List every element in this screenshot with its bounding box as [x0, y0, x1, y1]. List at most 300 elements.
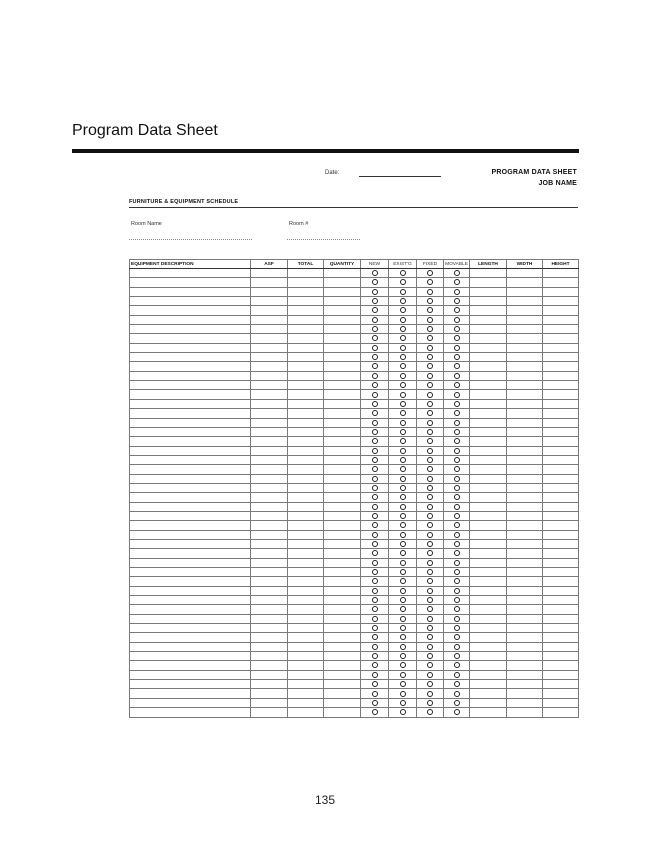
radio-circle-icon[interactable] — [427, 541, 433, 547]
radio-circle-icon[interactable] — [454, 335, 460, 341]
radio-circle-icon[interactable] — [427, 363, 433, 369]
table-cell[interactable] — [543, 306, 579, 315]
radio-circle-icon[interactable] — [372, 691, 378, 697]
table-cell[interactable] — [130, 605, 251, 614]
table-cell[interactable] — [470, 633, 507, 642]
table-cell[interactable] — [288, 297, 324, 306]
radio-circle-icon[interactable] — [454, 616, 460, 622]
table-cell[interactable] — [324, 661, 361, 670]
table-cell[interactable] — [507, 455, 543, 464]
table-cell[interactable] — [324, 474, 361, 483]
table-cell[interactable] — [470, 446, 507, 455]
table-cell[interactable] — [130, 502, 251, 511]
table-cell[interactable] — [251, 465, 288, 474]
table-cell[interactable] — [130, 353, 251, 362]
table-cell[interactable] — [288, 343, 324, 352]
radio-circle-icon[interactable] — [400, 588, 406, 594]
table-cell[interactable] — [470, 642, 507, 651]
radio-circle-icon[interactable] — [372, 550, 378, 556]
table-cell[interactable] — [324, 334, 361, 343]
table-cell[interactable] — [470, 502, 507, 511]
table-cell[interactable] — [543, 642, 579, 651]
radio-circle-icon[interactable] — [400, 532, 406, 538]
table-cell[interactable] — [507, 297, 543, 306]
radio-circle-icon[interactable] — [372, 429, 378, 435]
table-cell[interactable] — [507, 624, 543, 633]
table-cell[interactable] — [543, 708, 579, 717]
table-cell[interactable] — [251, 530, 288, 539]
radio-circle-icon[interactable] — [427, 672, 433, 678]
radio-circle-icon[interactable] — [372, 485, 378, 491]
table-cell[interactable] — [288, 474, 324, 483]
radio-circle-icon[interactable] — [400, 382, 406, 388]
radio-circle-icon[interactable] — [454, 504, 460, 510]
radio-circle-icon[interactable] — [427, 410, 433, 416]
table-cell[interactable] — [324, 689, 361, 698]
radio-circle-icon[interactable] — [454, 625, 460, 631]
radio-circle-icon[interactable] — [427, 588, 433, 594]
table-cell[interactable] — [470, 287, 507, 296]
radio-circle-icon[interactable] — [427, 317, 433, 323]
table-cell[interactable] — [130, 381, 251, 390]
table-cell[interactable] — [251, 577, 288, 586]
table-cell[interactable] — [130, 437, 251, 446]
radio-circle-icon[interactable] — [372, 363, 378, 369]
table-cell[interactable] — [130, 624, 251, 633]
table-cell[interactable] — [130, 596, 251, 605]
table-cell[interactable] — [470, 652, 507, 661]
table-cell[interactable] — [324, 624, 361, 633]
table-cell[interactable] — [543, 493, 579, 502]
table-cell[interactable] — [251, 269, 288, 278]
table-cell[interactable] — [130, 680, 251, 689]
table-cell[interactable] — [251, 670, 288, 679]
radio-circle-icon[interactable] — [427, 307, 433, 313]
table-cell[interactable] — [543, 381, 579, 390]
table-cell[interactable] — [324, 315, 361, 324]
radio-circle-icon[interactable] — [454, 700, 460, 706]
radio-circle-icon[interactable] — [454, 588, 460, 594]
table-cell[interactable] — [543, 269, 579, 278]
table-cell[interactable] — [324, 708, 361, 717]
table-cell[interactable] — [324, 483, 361, 492]
radio-circle-icon[interactable] — [427, 373, 433, 379]
table-cell[interactable] — [288, 568, 324, 577]
table-cell[interactable] — [251, 427, 288, 436]
table-cell[interactable] — [130, 474, 251, 483]
table-cell[interactable] — [288, 698, 324, 707]
table-cell[interactable] — [543, 652, 579, 661]
radio-circle-icon[interactable] — [372, 560, 378, 566]
table-cell[interactable] — [543, 614, 579, 623]
table-cell[interactable] — [543, 325, 579, 334]
table-cell[interactable] — [507, 287, 543, 296]
table-cell[interactable] — [251, 446, 288, 455]
table-cell[interactable] — [543, 670, 579, 679]
table-cell[interactable] — [470, 269, 507, 278]
table-cell[interactable] — [470, 334, 507, 343]
table-cell[interactable] — [288, 511, 324, 520]
table-cell[interactable] — [130, 287, 251, 296]
table-cell[interactable] — [543, 586, 579, 595]
table-cell[interactable] — [288, 269, 324, 278]
table-cell[interactable] — [507, 483, 543, 492]
table-cell[interactable] — [288, 334, 324, 343]
radio-circle-icon[interactable] — [372, 326, 378, 332]
table-cell[interactable] — [543, 539, 579, 548]
radio-circle-icon[interactable] — [400, 662, 406, 668]
table-cell[interactable] — [507, 418, 543, 427]
table-cell[interactable] — [288, 409, 324, 418]
table-cell[interactable] — [324, 437, 361, 446]
table-cell[interactable] — [288, 390, 324, 399]
radio-circle-icon[interactable] — [427, 354, 433, 360]
radio-circle-icon[interactable] — [454, 448, 460, 454]
radio-circle-icon[interactable] — [427, 606, 433, 612]
table-cell[interactable] — [288, 315, 324, 324]
radio-circle-icon[interactable] — [400, 625, 406, 631]
table-cell[interactable] — [324, 381, 361, 390]
table-cell[interactable] — [324, 353, 361, 362]
table-cell[interactable] — [288, 446, 324, 455]
table-cell[interactable] — [470, 381, 507, 390]
radio-circle-icon[interactable] — [372, 625, 378, 631]
table-cell[interactable] — [251, 315, 288, 324]
radio-circle-icon[interactable] — [372, 709, 378, 715]
table-cell[interactable] — [251, 334, 288, 343]
table-cell[interactable] — [324, 586, 361, 595]
table-cell[interactable] — [130, 549, 251, 558]
table-cell[interactable] — [130, 446, 251, 455]
table-cell[interactable] — [251, 325, 288, 334]
radio-circle-icon[interactable] — [400, 476, 406, 482]
table-cell[interactable] — [251, 278, 288, 287]
radio-circle-icon[interactable] — [427, 681, 433, 687]
table-cell[interactable] — [251, 409, 288, 418]
table-cell[interactable] — [324, 418, 361, 427]
table-cell[interactable] — [324, 390, 361, 399]
radio-circle-icon[interactable] — [372, 672, 378, 678]
radio-circle-icon[interactable] — [454, 494, 460, 500]
radio-circle-icon[interactable] — [400, 438, 406, 444]
radio-circle-icon[interactable] — [372, 466, 378, 472]
table-cell[interactable] — [251, 381, 288, 390]
table-cell[interactable] — [324, 558, 361, 567]
radio-circle-icon[interactable] — [372, 279, 378, 285]
radio-circle-icon[interactable] — [427, 392, 433, 398]
table-cell[interactable] — [130, 558, 251, 567]
radio-circle-icon[interactable] — [372, 616, 378, 622]
table-cell[interactable] — [507, 680, 543, 689]
radio-circle-icon[interactable] — [454, 429, 460, 435]
table-cell[interactable] — [324, 670, 361, 679]
table-cell[interactable] — [251, 371, 288, 380]
radio-circle-icon[interactable] — [372, 494, 378, 500]
table-cell[interactable] — [130, 371, 251, 380]
table-cell[interactable] — [507, 409, 543, 418]
table-cell[interactable] — [251, 698, 288, 707]
table-cell[interactable] — [251, 539, 288, 548]
table-cell[interactable] — [288, 381, 324, 390]
radio-circle-icon[interactable] — [454, 578, 460, 584]
radio-circle-icon[interactable] — [400, 653, 406, 659]
table-cell[interactable] — [470, 568, 507, 577]
table-cell[interactable] — [543, 698, 579, 707]
radio-circle-icon[interactable] — [454, 606, 460, 612]
table-cell[interactable] — [288, 549, 324, 558]
table-cell[interactable] — [507, 334, 543, 343]
table-cell[interactable] — [543, 334, 579, 343]
radio-circle-icon[interactable] — [454, 644, 460, 650]
table-cell[interactable] — [543, 633, 579, 642]
table-cell[interactable] — [507, 577, 543, 586]
table-cell[interactable] — [130, 427, 251, 436]
table-cell[interactable] — [507, 614, 543, 623]
table-cell[interactable] — [251, 708, 288, 717]
table-cell[interactable] — [288, 605, 324, 614]
table-cell[interactable] — [130, 586, 251, 595]
table-cell[interactable] — [130, 661, 251, 670]
table-cell[interactable] — [324, 325, 361, 334]
table-cell[interactable] — [324, 343, 361, 352]
table-cell[interactable] — [543, 390, 579, 399]
table-cell[interactable] — [324, 399, 361, 408]
table-cell[interactable] — [288, 278, 324, 287]
date-field[interactable] — [359, 176, 441, 177]
table-cell[interactable] — [251, 399, 288, 408]
table-cell[interactable] — [324, 698, 361, 707]
table-cell[interactable] — [130, 483, 251, 492]
table-cell[interactable] — [130, 577, 251, 586]
radio-circle-icon[interactable] — [454, 438, 460, 444]
table-cell[interactable] — [470, 661, 507, 670]
radio-circle-icon[interactable] — [372, 532, 378, 538]
table-cell[interactable] — [130, 698, 251, 707]
table-cell[interactable] — [251, 502, 288, 511]
radio-circle-icon[interactable] — [400, 429, 406, 435]
table-cell[interactable] — [470, 371, 507, 380]
table-cell[interactable] — [324, 465, 361, 474]
table-cell[interactable] — [251, 586, 288, 595]
table-cell[interactable] — [507, 596, 543, 605]
table-cell[interactable] — [288, 427, 324, 436]
table-cell[interactable] — [507, 474, 543, 483]
radio-circle-icon[interactable] — [454, 691, 460, 697]
table-cell[interactable] — [507, 371, 543, 380]
table-cell[interactable] — [251, 568, 288, 577]
table-cell[interactable] — [507, 399, 543, 408]
table-cell[interactable] — [130, 399, 251, 408]
radio-circle-icon[interactable] — [454, 672, 460, 678]
radio-circle-icon[interactable] — [400, 307, 406, 313]
table-cell[interactable] — [251, 474, 288, 483]
radio-circle-icon[interactable] — [454, 317, 460, 323]
table-cell[interactable] — [251, 437, 288, 446]
table-cell[interactable] — [130, 390, 251, 399]
radio-circle-icon[interactable] — [400, 672, 406, 678]
table-cell[interactable] — [507, 511, 543, 520]
table-cell[interactable] — [130, 511, 251, 520]
table-cell[interactable] — [324, 278, 361, 287]
table-cell[interactable] — [507, 362, 543, 371]
table-cell[interactable] — [324, 633, 361, 642]
radio-circle-icon[interactable] — [400, 363, 406, 369]
table-cell[interactable] — [324, 539, 361, 548]
radio-circle-icon[interactable] — [400, 354, 406, 360]
table-cell[interactable] — [324, 530, 361, 539]
table-cell[interactable] — [288, 708, 324, 717]
table-cell[interactable] — [251, 455, 288, 464]
radio-circle-icon[interactable] — [427, 448, 433, 454]
table-cell[interactable] — [324, 287, 361, 296]
room-number-field[interactable] — [287, 239, 360, 240]
table-cell[interactable] — [507, 549, 543, 558]
table-cell[interactable] — [130, 269, 251, 278]
table-cell[interactable] — [543, 502, 579, 511]
radio-circle-icon[interactable] — [427, 279, 433, 285]
radio-circle-icon[interactable] — [400, 578, 406, 584]
table-cell[interactable] — [251, 483, 288, 492]
radio-circle-icon[interactable] — [400, 317, 406, 323]
radio-circle-icon[interactable] — [372, 438, 378, 444]
radio-circle-icon[interactable] — [454, 270, 460, 276]
table-cell[interactable] — [324, 577, 361, 586]
radio-circle-icon[interactable] — [372, 681, 378, 687]
table-cell[interactable] — [130, 362, 251, 371]
table-cell[interactable] — [130, 334, 251, 343]
table-cell[interactable] — [507, 521, 543, 530]
radio-circle-icon[interactable] — [454, 662, 460, 668]
table-cell[interactable] — [507, 437, 543, 446]
table-cell[interactable] — [251, 511, 288, 520]
table-cell[interactable] — [324, 652, 361, 661]
radio-circle-icon[interactable] — [427, 270, 433, 276]
table-cell[interactable] — [130, 708, 251, 717]
table-cell[interactable] — [470, 521, 507, 530]
radio-circle-icon[interactable] — [454, 597, 460, 603]
table-cell[interactable] — [470, 539, 507, 548]
radio-circle-icon[interactable] — [372, 448, 378, 454]
radio-circle-icon[interactable] — [400, 457, 406, 463]
table-cell[interactable] — [507, 568, 543, 577]
radio-circle-icon[interactable] — [400, 597, 406, 603]
table-cell[interactable] — [470, 465, 507, 474]
radio-circle-icon[interactable] — [427, 438, 433, 444]
table-cell[interactable] — [288, 353, 324, 362]
radio-circle-icon[interactable] — [400, 279, 406, 285]
table-cell[interactable] — [470, 437, 507, 446]
radio-circle-icon[interactable] — [400, 270, 406, 276]
table-cell[interactable] — [507, 530, 543, 539]
radio-circle-icon[interactable] — [454, 476, 460, 482]
radio-circle-icon[interactable] — [400, 298, 406, 304]
table-cell[interactable] — [543, 465, 579, 474]
table-cell[interactable] — [251, 362, 288, 371]
table-cell[interactable] — [470, 315, 507, 324]
radio-circle-icon[interactable] — [427, 709, 433, 715]
table-cell[interactable] — [470, 549, 507, 558]
table-cell[interactable] — [251, 614, 288, 623]
radio-circle-icon[interactable] — [400, 634, 406, 640]
table-cell[interactable] — [470, 455, 507, 464]
radio-circle-icon[interactable] — [454, 382, 460, 388]
table-cell[interactable] — [543, 446, 579, 455]
table-cell[interactable] — [324, 446, 361, 455]
radio-circle-icon[interactable] — [372, 588, 378, 594]
table-cell[interactable] — [288, 455, 324, 464]
table-cell[interactable] — [324, 362, 361, 371]
radio-circle-icon[interactable] — [400, 420, 406, 426]
table-cell[interactable] — [507, 446, 543, 455]
radio-circle-icon[interactable] — [427, 644, 433, 650]
table-cell[interactable] — [288, 493, 324, 502]
table-cell[interactable] — [470, 708, 507, 717]
table-cell[interactable] — [507, 278, 543, 287]
radio-circle-icon[interactable] — [372, 270, 378, 276]
radio-circle-icon[interactable] — [400, 606, 406, 612]
table-cell[interactable] — [507, 381, 543, 390]
table-cell[interactable] — [324, 521, 361, 530]
table-cell[interactable] — [251, 343, 288, 352]
radio-circle-icon[interactable] — [372, 354, 378, 360]
table-cell[interactable] — [288, 586, 324, 595]
table-cell[interactable] — [507, 586, 543, 595]
radio-circle-icon[interactable] — [427, 634, 433, 640]
table-cell[interactable] — [543, 689, 579, 698]
table-cell[interactable] — [288, 371, 324, 380]
table-cell[interactable] — [251, 353, 288, 362]
table-cell[interactable] — [507, 670, 543, 679]
table-cell[interactable] — [470, 586, 507, 595]
table-cell[interactable] — [543, 297, 579, 306]
radio-circle-icon[interactable] — [372, 373, 378, 379]
table-cell[interactable] — [251, 689, 288, 698]
radio-circle-icon[interactable] — [372, 289, 378, 295]
table-cell[interactable] — [130, 325, 251, 334]
table-cell[interactable] — [470, 427, 507, 436]
table-cell[interactable] — [470, 474, 507, 483]
radio-circle-icon[interactable] — [372, 382, 378, 388]
table-cell[interactable] — [288, 642, 324, 651]
table-cell[interactable] — [130, 670, 251, 679]
table-cell[interactable] — [288, 652, 324, 661]
table-cell[interactable] — [470, 306, 507, 315]
table-cell[interactable] — [507, 539, 543, 548]
table-cell[interactable] — [470, 362, 507, 371]
table-cell[interactable] — [324, 549, 361, 558]
table-cell[interactable] — [507, 698, 543, 707]
radio-circle-icon[interactable] — [454, 466, 460, 472]
table-cell[interactable] — [543, 474, 579, 483]
table-cell[interactable] — [324, 409, 361, 418]
table-cell[interactable] — [288, 670, 324, 679]
table-cell[interactable] — [470, 614, 507, 623]
radio-circle-icon[interactable] — [427, 485, 433, 491]
radio-circle-icon[interactable] — [400, 616, 406, 622]
table-cell[interactable] — [543, 343, 579, 352]
table-cell[interactable] — [251, 596, 288, 605]
table-cell[interactable] — [324, 371, 361, 380]
table-cell[interactable] — [507, 708, 543, 717]
table-cell[interactable] — [288, 633, 324, 642]
table-cell[interactable] — [251, 624, 288, 633]
radio-circle-icon[interactable] — [454, 653, 460, 659]
table-cell[interactable] — [251, 521, 288, 530]
table-cell[interactable] — [507, 306, 543, 315]
table-cell[interactable] — [251, 493, 288, 502]
radio-circle-icon[interactable] — [427, 298, 433, 304]
radio-circle-icon[interactable] — [372, 420, 378, 426]
